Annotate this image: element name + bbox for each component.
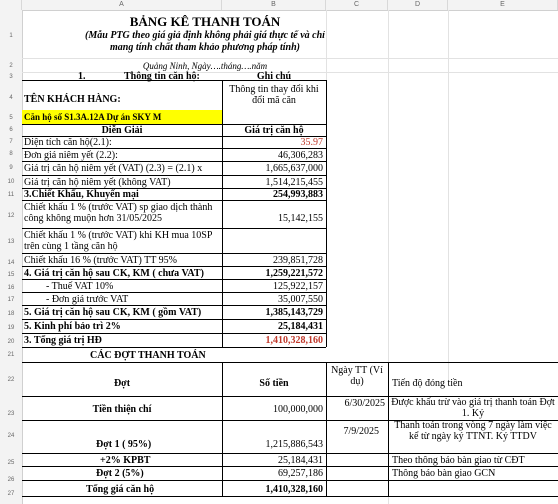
payment-stage-deposit[interactable]: Tiền thiện chí [92,404,152,415]
column-header-d[interactable]: D [388,0,448,10]
row-number[interactable]: 5 [9,115,13,121]
subtitle-line-2[interactable]: mang tính chất tham khảo phương pháp tính) [109,42,301,53]
page-title[interactable]: BẢNG KÊ THANH TOÁN [129,14,281,29]
row-number[interactable]: 1 [9,33,13,39]
payment-amount-maintenance[interactable]: 25,184,431 [278,455,323,466]
row-number[interactable]: 10 [7,179,15,185]
row-number[interactable]: 13 [7,239,15,245]
corner-cell[interactable] [0,0,22,10]
payment-progress-2[interactable]: Thông báo bàn giao GCN [392,468,496,479]
customer-label[interactable]: TÊN KHÁCH HÀNG: [24,94,121,105]
grid-line [448,10,449,382]
line-label-unit-price[interactable]: Đơn giá niêm yết (2.2): [24,150,118,161]
column-header-bar [0,0,558,11]
payment-amount-1[interactable]: 1,215,886,543 [265,439,323,450]
payment-total-label[interactable]: Tổng giá căn hộ [86,484,155,495]
row-number[interactable]: 2 [9,63,13,69]
row-number[interactable]: 15 [7,272,15,278]
payment-progress-deposit[interactable]: Được khấu trừ vào giá trị thanh toán Đợt 1. Ký [391,397,555,419]
payments-title[interactable]: CÁC ĐỢT THANH TOÁN [90,350,206,361]
table-border [22,175,326,176]
table-border [388,362,389,496]
line-label-price-with-vat[interactable]: 5. Giá trị căn hộ sau CK, KM ( gồm VAT) [24,307,202,318]
line-label-area[interactable]: Diện tích căn hộ(2.1): [24,137,112,148]
table-border [326,80,327,347]
grid-line [22,58,558,59]
row-header-column [0,10,23,504]
payments-header-progress[interactable]: Tiến độ đóng tiền [392,378,463,389]
payment-stage-maintenance[interactable]: +2% KPBT [100,455,151,466]
line-value-discount-1[interactable]: 15,142,155 [278,213,323,224]
row-number[interactable]: 4 [9,95,13,101]
line-value-discount[interactable]: 254,993,883 [273,189,323,200]
payment-progress-1[interactable]: Thanh toán trong vòng 7 ngày làm việc kể từ ngày ký TTNT. Ký TTDV [394,420,552,442]
payments-header-stage[interactable]: Đợt [113,378,131,389]
row-number[interactable]: 11 [7,192,15,198]
table-border [22,362,558,363]
note-change[interactable]: Thông tin thay đổi khi đổi mã căn [229,84,319,106]
line-value-discount-16[interactable]: 239,851,728 [273,255,323,266]
row-number[interactable]: 12 [7,213,15,219]
place-date[interactable]: Quảng Ninh, Ngày….tháng….năm [142,61,268,71]
line-value-unit-price[interactable]: 46,306,283 [278,150,323,161]
table-border [22,279,326,280]
payment-date-deposit[interactable]: 6/30/2025 [344,398,385,409]
line-value-vat-tax[interactable]: 125,922,157 [273,281,323,292]
row-number[interactable]: 27 [7,491,15,497]
payment-amount-2[interactable]: 69,257,186 [278,468,323,479]
row-number[interactable]: 14 [7,260,15,266]
note-header[interactable]: Ghi chú [256,71,292,82]
payment-amount-deposit[interactable]: 100,000,000 [273,404,323,415]
payment-stage-2[interactable]: Đợt 2 (5%) [96,468,144,479]
table-border [22,347,326,348]
column-header-a[interactable]: A [22,0,222,10]
row-number[interactable]: 9 [9,165,13,171]
row-number[interactable]: 21 [7,352,15,358]
row-number[interactable]: 16 [7,285,15,291]
table-border [22,292,326,293]
line-value-listed-no-vat[interactable]: 1,514,215,455 [265,177,323,188]
line-value-total-contract[interactable]: 1,410,328,160 [265,335,323,346]
row-number[interactable]: 24 [7,433,15,439]
payment-date-1[interactable]: 7/9/2025 [343,426,379,437]
row-number[interactable]: 8 [9,151,13,157]
line-value-price-no-vat[interactable]: 1,259,221,572 [265,268,323,279]
table-border [22,480,558,481]
line-value-price-with-vat[interactable]: 1,385,143,729 [265,307,323,318]
payment-total-amount[interactable]: 1,410,328,160 [265,484,323,495]
row-number[interactable]: 23 [7,411,15,417]
row-number[interactable]: 7 [9,139,13,145]
table-border [22,333,326,334]
row-number[interactable]: 20 [7,339,15,345]
header-value[interactable]: Giá trị căn hộ [244,125,304,136]
row-number[interactable]: 26 [7,477,15,483]
line-value-area[interactable]: 35.97 [300,137,323,148]
payment-stage-1[interactable]: Đợt 1 ( 95%) [96,439,152,450]
table-border [22,466,558,467]
payment-progress-maintenance[interactable]: Theo thông báo bàn giao từ CĐT [392,455,525,466]
column-header-e[interactable]: E [448,0,558,10]
payments-header-amount[interactable]: Số tiền [259,378,289,389]
table-border [22,453,558,454]
line-label-total-contract[interactable]: 3. Tổng giá trị HĐ [24,335,102,346]
line-label-discount-2[interactable]: Chiết khấu 1 % (trước VAT) khi KH mua 10SP trên cùng 1 tầng căn hộ [24,230,213,252]
table-border [22,161,326,162]
header-description[interactable]: Diễn Giải [101,125,143,136]
section-label[interactable]: Thông tin căn hộ: [124,71,200,82]
table-border [22,148,326,149]
table-border [22,319,326,320]
line-label-vat-tax[interactable]: - Thuế VAT 10% [46,281,114,292]
table-border [22,266,326,267]
table-border [22,200,326,201]
row-number[interactable]: 22 [7,377,15,383]
line-label-price-no-vat[interactable]: 4. Giá trị căn hộ sau CK, KM ( chưa VAT) [24,268,204,279]
line-label-maintenance[interactable]: 5. Kinh phí bảo trì 2% [24,321,121,332]
column-header-c[interactable]: C [326,0,388,10]
table-border [22,305,326,306]
line-value-unit-before-vat[interactable]: 35,007,550 [278,294,323,305]
row-number[interactable]: 17 [7,297,15,303]
column-header-b[interactable]: B [222,0,326,10]
line-label-unit-before-vat[interactable]: - Đơn giá trước VAT [46,294,129,305]
line-label-listed-vat[interactable]: Giá trị căn hộ niêm yết (VAT) (2.3) = (2.1) x [24,163,203,174]
line-value-maintenance[interactable]: 25,184,431 [278,321,323,332]
line-value-listed-vat[interactable]: 1,665,637,000 [265,163,323,174]
line-label-discount[interactable]: 3.Chiết Khấu, Khuyến mại [24,189,139,200]
line-label-discount-16[interactable]: Chiết khấu 16 % (trước VAT) TT 95% [24,255,178,266]
row-number[interactable]: 19 [7,325,15,331]
section-number[interactable]: 1. [78,71,86,82]
line-label-listed-no-vat[interactable]: Giá trị căn hộ niêm yết (không VAT) [24,177,171,188]
row-number[interactable]: 25 [7,460,15,466]
row-number[interactable]: 6 [9,127,13,133]
table-border [22,228,326,229]
table-border [22,496,558,497]
payments-header-date[interactable]: Ngày TT (Ví dụ) [331,365,383,387]
apartment-code[interactable]: Căn hộ số S1.3A.12A Dự án SKY M [24,112,162,122]
table-border [22,253,326,254]
row-number[interactable]: 3 [9,74,13,80]
line-label-discount-1[interactable]: Chiết khấu 1 % (trước VAT) sp giao dịch thành công không muộn hơn 31/05/2025 [24,202,213,224]
subtitle-line-1[interactable]: (Mẫu PTG theo giá giả định không phải giá thực tế và chỉ [85,30,325,41]
row-number[interactable]: 18 [7,311,15,317]
